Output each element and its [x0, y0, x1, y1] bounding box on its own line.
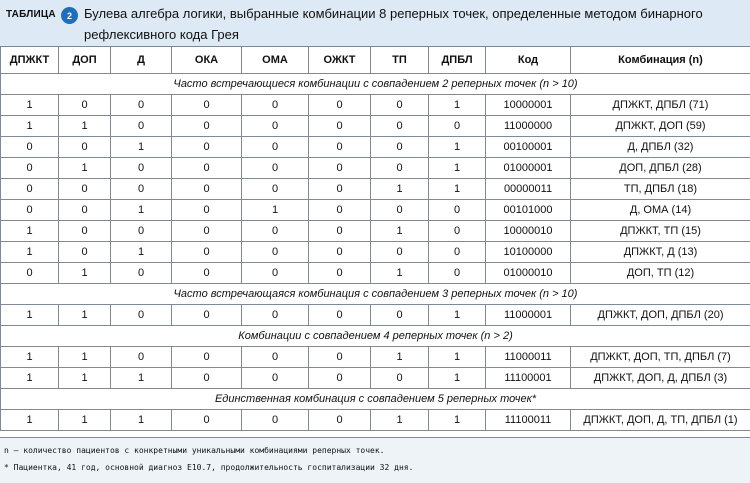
section-row	[1, 326, 750, 347]
bit-cell: 1	[59, 305, 111, 326]
bit-cell: 0	[172, 221, 242, 242]
combination-cell: ТП, ДПБЛ (18)	[571, 179, 750, 200]
code-cell: 11000011	[486, 347, 571, 368]
column-header: Код	[486, 47, 571, 74]
bit-cell: 1	[429, 368, 486, 389]
code-cell: 01000010	[486, 263, 571, 284]
bit-cell: 0	[371, 368, 429, 389]
bit-cell: 0	[172, 347, 242, 368]
bit-cell: 0	[309, 410, 371, 431]
table-caption	[0, 0, 750, 46]
bit-cell: 0	[172, 158, 242, 179]
bit-cell: 1	[111, 410, 172, 431]
bit-cell: 0	[429, 242, 486, 263]
bit-cell: 0	[59, 200, 111, 221]
combination-cell: ДПЖКТ, ТП (15)	[571, 221, 750, 242]
footnote-n: n – количество пациентов с конкретными уникальными комбинациями реперных точек.	[4, 446, 385, 455]
bit-cell: 0	[309, 347, 371, 368]
table-row	[1, 242, 750, 263]
bit-cell: 1	[242, 200, 309, 221]
bit-cell: 0	[242, 410, 309, 431]
code-cell: 00100001	[486, 137, 571, 158]
bit-cell: 0	[172, 368, 242, 389]
bit-cell: 1	[59, 368, 111, 389]
code-cell: 00000011	[486, 179, 571, 200]
bit-cell: 0	[242, 347, 309, 368]
bit-cell: 0	[429, 116, 486, 137]
bit-cell: 1	[111, 242, 172, 263]
bit-cell: 0	[242, 116, 309, 137]
column-header: Д	[111, 47, 172, 74]
section-title: Часто встречающиеся комбинации с совпадением 2 реперных точек (n > 10)	[1, 74, 750, 95]
combination-cell: ДПЖКТ, ДОП, ДПБЛ (20)	[571, 305, 750, 326]
code-cell: 10000010	[486, 221, 571, 242]
table-row	[1, 179, 750, 200]
bit-cell: 1	[429, 95, 486, 116]
footnote-star: * Пациентка, 41 год, основной диагноз E10.7, продолжительность госпитализации 32 дня.	[4, 463, 413, 472]
bit-cell: 0	[371, 95, 429, 116]
bit-cell: 0	[242, 368, 309, 389]
code-cell: 11100001	[486, 368, 571, 389]
column-header: ОКА	[172, 47, 242, 74]
bit-cell: 1	[59, 158, 111, 179]
section-row	[1, 284, 750, 305]
column-header: ДПБЛ	[429, 47, 486, 74]
bit-cell: 0	[172, 263, 242, 284]
bit-cell: 0	[242, 305, 309, 326]
bit-cell: 0	[309, 158, 371, 179]
column-header: Комбинация (n)	[571, 47, 750, 74]
bit-cell: 1	[1, 347, 59, 368]
table-title: Булева алгебра логики, выбранные комбинации 8 реперных точек, определенные методом бинарного рефлексивного кода Грея	[84, 3, 734, 45]
bit-cell: 0	[111, 179, 172, 200]
combination-cell: ДПЖКТ, ДОП, Д, ТП, ДПБЛ (1)	[571, 410, 750, 431]
bit-cell: 1	[371, 410, 429, 431]
bit-cell: 0	[1, 200, 59, 221]
bit-cell: 0	[172, 410, 242, 431]
table-label: ТАБЛИЦА	[6, 9, 56, 20]
bit-cell: 1	[371, 347, 429, 368]
combination-cell: ДПЖКТ, ДОП, ТП, ДПБЛ (7)	[571, 347, 750, 368]
bit-cell: 1	[59, 263, 111, 284]
bit-cell: 0	[309, 137, 371, 158]
bit-cell: 0	[1, 179, 59, 200]
bit-cell: 0	[59, 242, 111, 263]
bit-cell: 0	[172, 305, 242, 326]
table-row	[1, 95, 750, 116]
code-cell: 11000000	[486, 116, 571, 137]
bit-cell: 0	[172, 137, 242, 158]
bit-cell: 1	[429, 410, 486, 431]
bit-cell: 1	[371, 221, 429, 242]
header-row	[1, 47, 750, 74]
table-row	[1, 116, 750, 137]
bit-cell: 0	[309, 179, 371, 200]
combination-cell: Д, ОМА (14)	[571, 200, 750, 221]
bit-cell: 0	[309, 305, 371, 326]
bit-cell: 0	[111, 305, 172, 326]
table-row	[1, 347, 750, 368]
bit-cell: 1	[1, 95, 59, 116]
combination-cell: ДОП, ДПБЛ (28)	[571, 158, 750, 179]
column-header: ДПЖКТ	[1, 47, 59, 74]
bit-cell: 1	[429, 137, 486, 158]
bit-cell: 0	[242, 158, 309, 179]
column-header: ОЖКТ	[309, 47, 371, 74]
bit-cell: 0	[172, 116, 242, 137]
bit-cell: 1	[59, 116, 111, 137]
bit-cell: 0	[242, 179, 309, 200]
bit-cell: 0	[309, 368, 371, 389]
bit-cell: 0	[309, 200, 371, 221]
bit-cell: 0	[1, 158, 59, 179]
bit-cell: 0	[242, 95, 309, 116]
combinations-table	[0, 46, 750, 431]
bit-cell: 0	[309, 95, 371, 116]
section-title: Комбинации с совпадением 4 реперных точек (n > 2)	[1, 326, 750, 347]
bit-cell: 1	[1, 242, 59, 263]
bit-cell: 0	[172, 179, 242, 200]
bit-cell: 0	[59, 95, 111, 116]
bit-cell: 1	[1, 368, 59, 389]
table-row	[1, 137, 750, 158]
bit-cell: 0	[371, 116, 429, 137]
column-header: ТП	[371, 47, 429, 74]
bit-cell: 1	[59, 410, 111, 431]
bit-cell: 0	[371, 200, 429, 221]
bit-cell: 1	[1, 410, 59, 431]
section-row	[1, 74, 750, 95]
bit-cell: 1	[429, 347, 486, 368]
combination-cell: ДПЖКТ, Д (13)	[571, 242, 750, 263]
combination-cell: ДОП, ТП (12)	[571, 263, 750, 284]
bit-cell: 0	[429, 221, 486, 242]
bit-cell: 1	[1, 221, 59, 242]
bit-cell: 0	[309, 221, 371, 242]
table-row	[1, 305, 750, 326]
bit-cell: 0	[242, 263, 309, 284]
bit-cell: 1	[429, 179, 486, 200]
bit-cell: 0	[111, 263, 172, 284]
section-row	[1, 389, 750, 410]
table-row	[1, 158, 750, 179]
bit-cell: 0	[309, 263, 371, 284]
combination-cell: ДПЖКТ, ДОП, Д, ДПБЛ (3)	[571, 368, 750, 389]
combination-cell: Д, ДПБЛ (32)	[571, 137, 750, 158]
bit-cell: 0	[1, 137, 59, 158]
section-title: Единственная комбинация с совпадением 5 реперных точек*	[1, 389, 750, 410]
table-row	[1, 200, 750, 221]
combination-cell: ДПЖКТ, ДОП (59)	[571, 116, 750, 137]
bit-cell: 1	[1, 116, 59, 137]
bit-cell: 1	[371, 263, 429, 284]
bit-cell: 0	[111, 158, 172, 179]
column-header: ДОП	[59, 47, 111, 74]
code-cell: 01000001	[486, 158, 571, 179]
bit-cell: 0	[111, 95, 172, 116]
code-cell: 11100011	[486, 410, 571, 431]
bit-cell: 0	[429, 200, 486, 221]
bit-cell: 0	[172, 242, 242, 263]
bit-cell: 0	[59, 221, 111, 242]
bit-cell: 0	[59, 137, 111, 158]
table-number-badge: 2	[61, 7, 78, 24]
bit-cell: 1	[59, 347, 111, 368]
bit-cell: 0	[371, 137, 429, 158]
table-row	[1, 221, 750, 242]
column-header: ОМА	[242, 47, 309, 74]
bit-cell: 0	[1, 263, 59, 284]
bit-cell: 0	[371, 242, 429, 263]
bit-cell: 0	[309, 116, 371, 137]
bit-cell: 1	[111, 368, 172, 389]
table-body	[1, 74, 750, 431]
bit-cell: 0	[172, 200, 242, 221]
bit-cell: 0	[371, 305, 429, 326]
code-cell: 00101000	[486, 200, 571, 221]
bit-cell: 0	[242, 137, 309, 158]
table-row	[1, 263, 750, 284]
bit-cell: 1	[111, 200, 172, 221]
bit-cell: 0	[59, 179, 111, 200]
bit-cell: 0	[172, 95, 242, 116]
bit-cell: 1	[429, 158, 486, 179]
section-title: Часто встречающаяся комбинация с совпадением 3 реперных точек (n > 10)	[1, 284, 750, 305]
bit-cell: 0	[242, 242, 309, 263]
code-cell: 10100000	[486, 242, 571, 263]
bit-cell: 1	[111, 137, 172, 158]
bit-cell: 0	[309, 242, 371, 263]
table-row	[1, 368, 750, 389]
code-cell: 11000001	[486, 305, 571, 326]
bit-cell: 0	[242, 221, 309, 242]
table-row	[1, 410, 750, 431]
bit-cell: 0	[111, 116, 172, 137]
bit-cell: 1	[1, 305, 59, 326]
bit-cell: 1	[429, 305, 486, 326]
bit-cell: 0	[111, 221, 172, 242]
bit-cell: 0	[429, 263, 486, 284]
footnotes	[0, 437, 750, 483]
code-cell: 10000001	[486, 95, 571, 116]
combination-cell: ДПЖКТ, ДПБЛ (71)	[571, 95, 750, 116]
bit-cell: 1	[371, 179, 429, 200]
bit-cell: 0	[111, 347, 172, 368]
bit-cell: 0	[371, 158, 429, 179]
